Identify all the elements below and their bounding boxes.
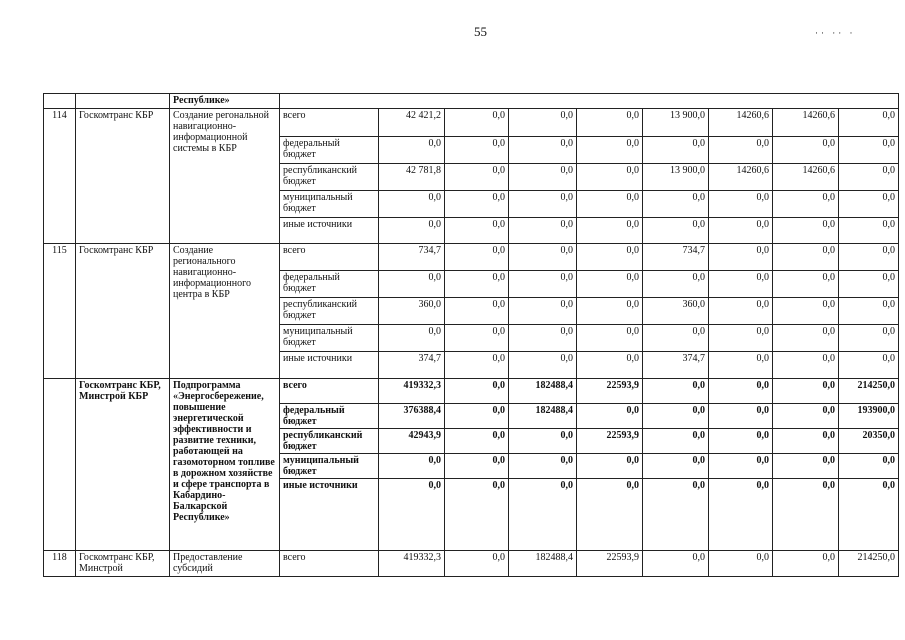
value-cell: 0,0 [577, 244, 643, 271]
value-cell: 182488,4 [509, 404, 577, 429]
value-cell: 0,0 [509, 137, 577, 164]
value-cell: 0,0 [709, 218, 773, 244]
value-cell: 0,0 [445, 479, 509, 551]
value-cell: 376388,4 [379, 404, 445, 429]
funding-source: республиканский бюджет [280, 164, 379, 191]
value-cell: 0,0 [577, 325, 643, 352]
value-cell: 0,0 [643, 551, 709, 577]
value-cell: 0,0 [379, 479, 445, 551]
funding-source: всего [280, 551, 379, 577]
value-cell: 0,0 [643, 137, 709, 164]
row-number: 115 [44, 244, 76, 379]
row-organization: Госкомтранс КБР, Минстрой КБР [76, 379, 170, 551]
value-cell: 0,0 [509, 271, 577, 298]
funding-source: муниципальный бюджет [280, 454, 379, 479]
value-cell: 0,0 [709, 191, 773, 218]
value-cell: 0,0 [445, 379, 509, 404]
value-cell: 0,0 [379, 218, 445, 244]
funding-source: федеральный бюджет [280, 137, 379, 164]
value-cell: 0,0 [839, 244, 899, 271]
value-cell: 214250,0 [839, 379, 899, 404]
value-cell: 0,0 [773, 137, 839, 164]
value-cell: 0,0 [643, 218, 709, 244]
value-cell: 0,0 [509, 429, 577, 454]
row-description: Подпрограмма «Энергосбережение, повышение энергетической эффективности и развитие техники, работающей на газомоторном топливе в дорожном хозяйстве и сфере транспорта в Кабардино-Балкарской Республике» [170, 379, 280, 551]
value-cell: 0,0 [509, 298, 577, 325]
value-cell: 0,0 [577, 298, 643, 325]
row-number: 114 [44, 109, 76, 244]
funding-source: всего [280, 244, 379, 271]
value-cell: 214250,0 [839, 551, 899, 577]
table-row [44, 379, 899, 404]
value-cell: 0,0 [773, 244, 839, 271]
value-cell: 0,0 [839, 479, 899, 551]
value-cell: 0,0 [577, 404, 643, 429]
funding-source: муниципальный бюджет [280, 325, 379, 352]
value-cell: 14260,6 [709, 109, 773, 137]
value-cell: 0,0 [643, 191, 709, 218]
value-cell: 0,0 [445, 454, 509, 479]
page-number: 55 [474, 24, 487, 39]
value-cell: 0,0 [773, 429, 839, 454]
value-cell: 374,7 [643, 352, 709, 379]
value-cell: 0,0 [773, 271, 839, 298]
value-cell: 0,0 [773, 379, 839, 404]
value-cell: 0,0 [709, 271, 773, 298]
value-cell: 0,0 [577, 352, 643, 379]
value-cell: 0,0 [445, 271, 509, 298]
value-cell: 0,0 [839, 325, 899, 352]
value-cell: 0,0 [445, 137, 509, 164]
value-cell: 0,0 [577, 137, 643, 164]
value-cell: 0,0 [445, 109, 509, 137]
value-cell: 0,0 [839, 352, 899, 379]
table-cell [44, 94, 76, 109]
value-cell: 0,0 [509, 454, 577, 479]
value-cell: 0,0 [445, 404, 509, 429]
value-cell: 0,0 [773, 352, 839, 379]
value-cell: 14260,6 [709, 164, 773, 191]
row-number [44, 379, 76, 551]
value-cell: 0,0 [379, 191, 445, 218]
corner-mark: ·· ·· · [815, 28, 856, 38]
value-cell: 0,0 [709, 137, 773, 164]
budget-table [43, 93, 899, 577]
row-organization: Госкомтранс КБР, Минстрой [76, 551, 170, 577]
funding-source: всего [280, 379, 379, 404]
table-cell [76, 94, 170, 109]
value-cell: 0,0 [839, 109, 899, 137]
funding-source: иные источники [280, 218, 379, 244]
value-cell: 0,0 [509, 109, 577, 137]
value-cell: 0,0 [379, 454, 445, 479]
row-organization: Госкомтранс КБР [76, 244, 170, 379]
funding-source: республиканский бюджет [280, 429, 379, 454]
value-cell: 0,0 [709, 551, 773, 577]
value-cell: 0,0 [445, 298, 509, 325]
row-organization: Госкомтранс КБР [76, 109, 170, 244]
funding-source: муниципальный бюджет [280, 191, 379, 218]
value-cell: 0,0 [643, 454, 709, 479]
value-cell: 0,0 [773, 298, 839, 325]
value-cell: 0,0 [445, 551, 509, 577]
value-cell: 0,0 [643, 325, 709, 352]
value-cell: 0,0 [773, 404, 839, 429]
value-cell: 14260,6 [773, 164, 839, 191]
value-cell: 0,0 [709, 479, 773, 551]
value-cell: 22593,9 [577, 551, 643, 577]
value-cell: 22593,9 [577, 429, 643, 454]
value-cell: 0,0 [773, 218, 839, 244]
value-cell: 0,0 [509, 352, 577, 379]
value-cell: 360,0 [643, 298, 709, 325]
value-cell: 182488,4 [509, 379, 577, 404]
value-cell: 0,0 [709, 352, 773, 379]
funding-source: иные источники [280, 479, 379, 551]
value-cell: 0,0 [577, 218, 643, 244]
value-cell: 0,0 [709, 244, 773, 271]
row-description: Создание регионального навигационно-информационного центра в КБР [170, 244, 280, 379]
value-cell: 0,0 [643, 479, 709, 551]
value-cell: 0,0 [509, 218, 577, 244]
value-cell: 13 900,0 [643, 164, 709, 191]
value-cell: 0,0 [509, 164, 577, 191]
table-cell [280, 94, 899, 109]
value-cell: 0,0 [509, 244, 577, 271]
value-cell: 374,7 [379, 352, 445, 379]
table-row [44, 244, 899, 271]
value-cell: 0,0 [577, 479, 643, 551]
value-cell: 734,7 [643, 244, 709, 271]
value-cell: 0,0 [445, 191, 509, 218]
value-cell: 0,0 [577, 109, 643, 137]
table-row [44, 109, 899, 137]
value-cell: 0,0 [445, 325, 509, 352]
value-cell: 360,0 [379, 298, 445, 325]
value-cell: 0,0 [445, 244, 509, 271]
value-cell: 14260,6 [773, 109, 839, 137]
value-cell: 0,0 [709, 298, 773, 325]
value-cell: 0,0 [709, 404, 773, 429]
value-cell: 0,0 [577, 454, 643, 479]
value-cell: 0,0 [709, 325, 773, 352]
table-row [44, 551, 899, 577]
value-cell: 0,0 [643, 379, 709, 404]
value-cell: 42 421,2 [379, 109, 445, 137]
value-cell: 0,0 [577, 191, 643, 218]
value-cell: 0,0 [379, 325, 445, 352]
value-cell: 0,0 [773, 551, 839, 577]
value-cell: 0,0 [839, 191, 899, 218]
funding-source: иные источники [280, 352, 379, 379]
value-cell: 0,0 [445, 352, 509, 379]
value-cell: 0,0 [445, 429, 509, 454]
funding-source: всего [280, 109, 379, 137]
value-cell: 419332,3 [379, 551, 445, 577]
value-cell: 0,0 [445, 218, 509, 244]
value-cell: 0,0 [709, 379, 773, 404]
value-cell: 20350,0 [839, 429, 899, 454]
value-cell: 193900,0 [839, 404, 899, 429]
row-number: 118 [44, 551, 76, 577]
table-row [44, 94, 899, 109]
value-cell: 0,0 [577, 164, 643, 191]
value-cell: 22593,9 [577, 379, 643, 404]
value-cell: 0,0 [709, 429, 773, 454]
value-cell: 0,0 [643, 429, 709, 454]
value-cell: 0,0 [839, 137, 899, 164]
value-cell: 0,0 [839, 218, 899, 244]
row-description: Предоставление субсидий [170, 551, 280, 577]
value-cell: 0,0 [773, 454, 839, 479]
value-cell: 0,0 [509, 191, 577, 218]
value-cell: 0,0 [839, 164, 899, 191]
value-cell: 0,0 [643, 404, 709, 429]
funding-source: федеральный бюджет [280, 271, 379, 298]
value-cell: 0,0 [773, 325, 839, 352]
value-cell: 42943,9 [379, 429, 445, 454]
funding-source: федеральный бюджет [280, 404, 379, 429]
value-cell: 0,0 [839, 298, 899, 325]
row-description: Создание регональной навигационно-информационной системы в КБР [170, 109, 280, 244]
value-cell: 0,0 [773, 191, 839, 218]
value-cell: 0,0 [509, 479, 577, 551]
row-description: Республике» [170, 94, 280, 109]
value-cell: 0,0 [839, 271, 899, 298]
value-cell: 0,0 [773, 479, 839, 551]
value-cell: 13 900,0 [643, 109, 709, 137]
value-cell: 42 781,8 [379, 164, 445, 191]
value-cell: 419332,3 [379, 379, 445, 404]
value-cell: 0,0 [839, 454, 899, 479]
value-cell: 0,0 [509, 325, 577, 352]
value-cell: 182488,4 [509, 551, 577, 577]
funding-source: республиканский бюджет [280, 298, 379, 325]
value-cell: 0,0 [643, 271, 709, 298]
value-cell: 0,0 [709, 454, 773, 479]
value-cell: 734,7 [379, 244, 445, 271]
value-cell: 0,0 [379, 271, 445, 298]
value-cell: 0,0 [577, 271, 643, 298]
value-cell: 0,0 [445, 164, 509, 191]
value-cell: 0,0 [379, 137, 445, 164]
